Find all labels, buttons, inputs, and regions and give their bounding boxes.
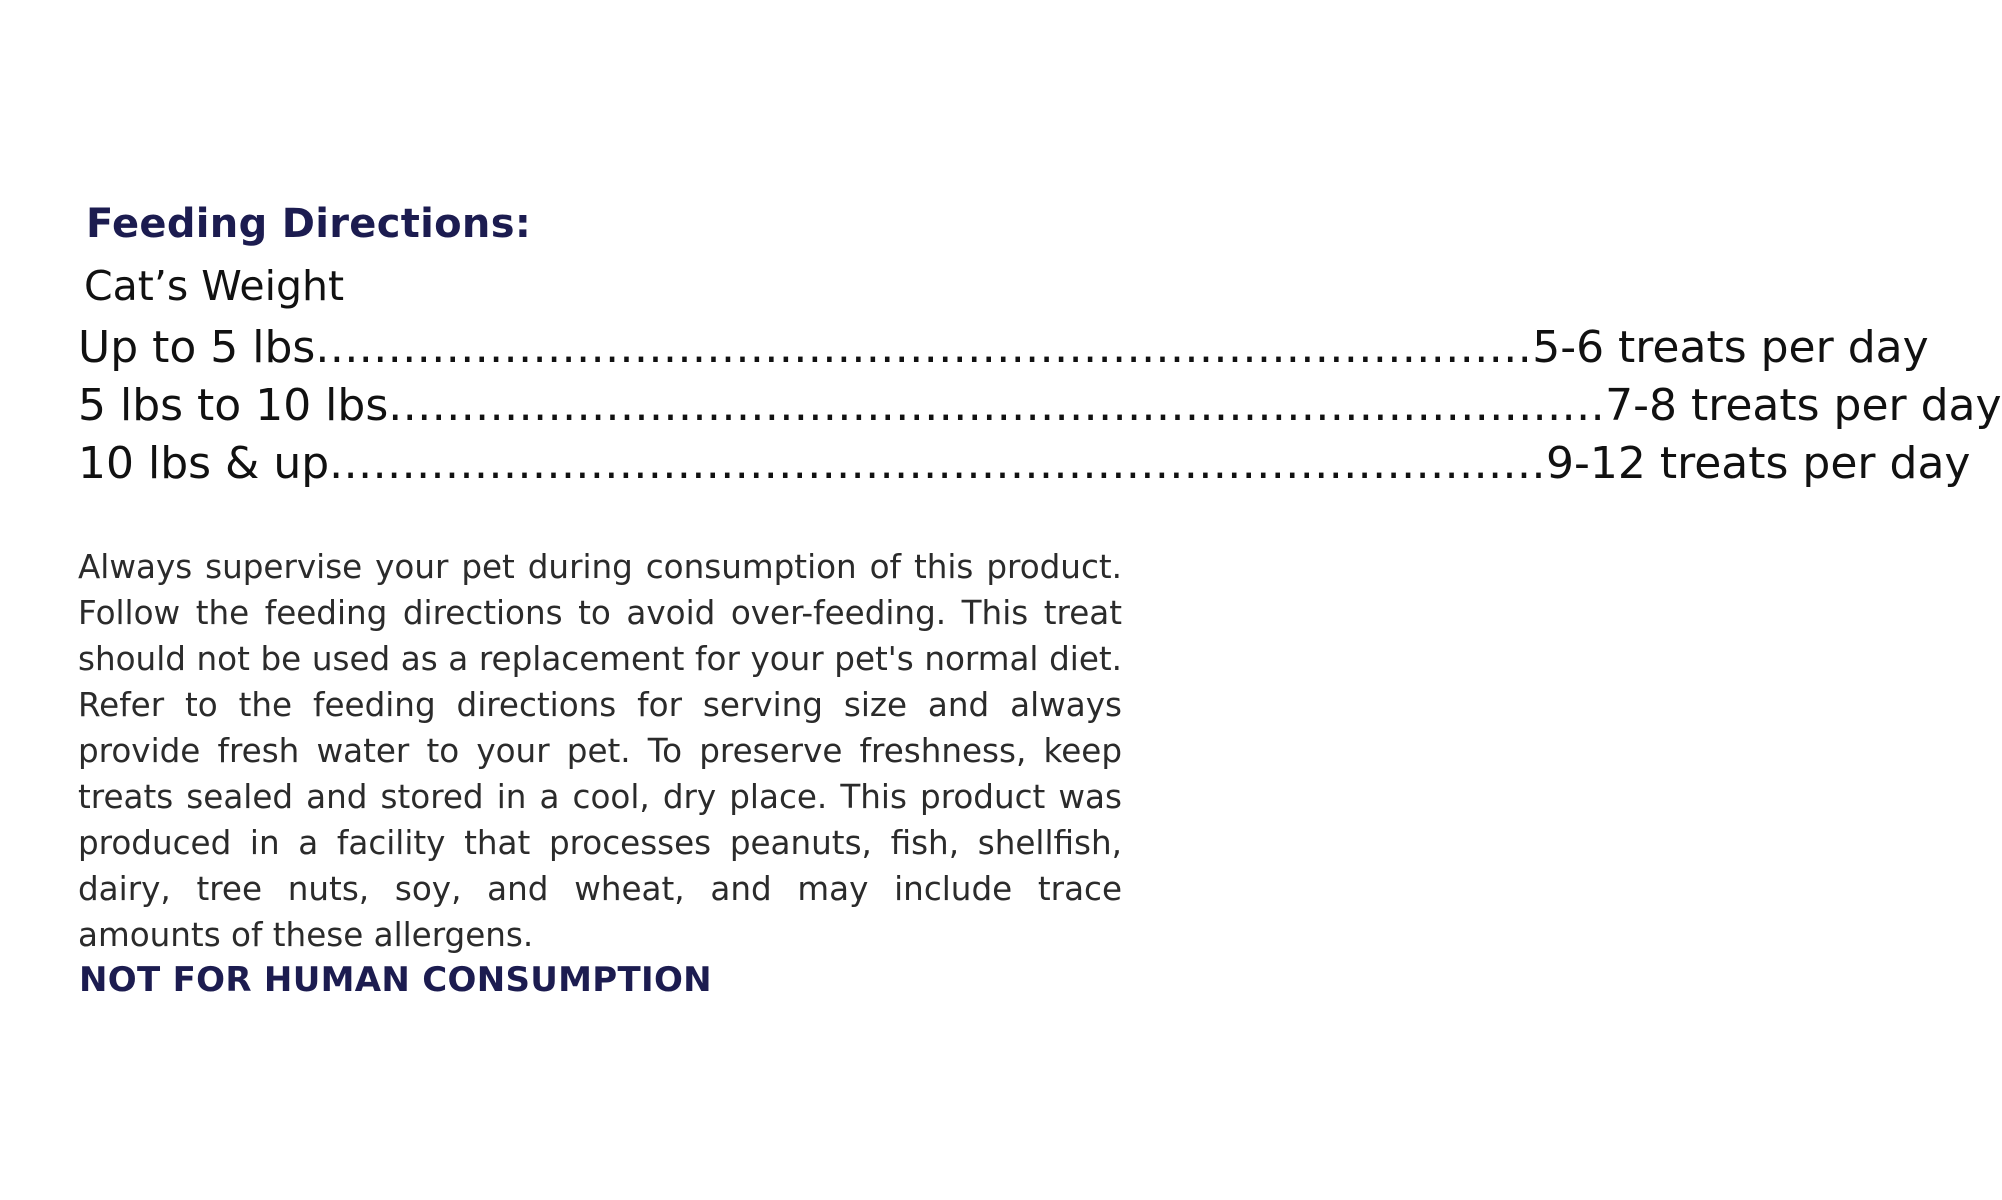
weight-range: Up to 5 lbs — [78, 322, 316, 373]
dot-leader: .................................................................................... — [388, 380, 1606, 431]
feeding-row — [78, 319, 1929, 377]
feeding-directions-title: Feeding Directions: — [86, 201, 532, 247]
cats-weight-heading: Cat’s Weight — [84, 262, 345, 310]
treat-amount: 9-12 treats per day — [1546, 438, 1971, 489]
safety-notice-paragraph: Always supervise your pet during consumption of this product. Follow the feeding directions to avoid over-feeding. This treat should not be used as a replacement for your pet's normal diet. Refer to the feeding directions for serving size and always provide fresh water to your pet. To preserve freshness, keep treats sealed and stored in a cool, dry place. This product was produced in a facility that processes peanuts, fish, shellfish, dairy, tree nuts, soy, and wheat, and may include trace amounts of these allergens. — [78, 548, 1122, 954]
dot-leader: .................................................................................... — [329, 438, 1547, 489]
human-consumption-warning: NOT FOR HUMAN CONSUMPTION — [79, 960, 712, 1000]
weight-range: 5 lbs to 10 lbs — [78, 380, 389, 431]
weight-range: 10 lbs & up — [78, 438, 330, 489]
feeding-row — [78, 377, 2002, 435]
treat-amount: 5-6 treats per day — [1532, 322, 1929, 373]
feeding-table — [78, 319, 2002, 493]
dot-leader: .................................................................................... — [315, 322, 1533, 373]
feeding-row — [78, 435, 1971, 493]
treat-amount: 7-8 treats per day — [1605, 380, 2002, 431]
